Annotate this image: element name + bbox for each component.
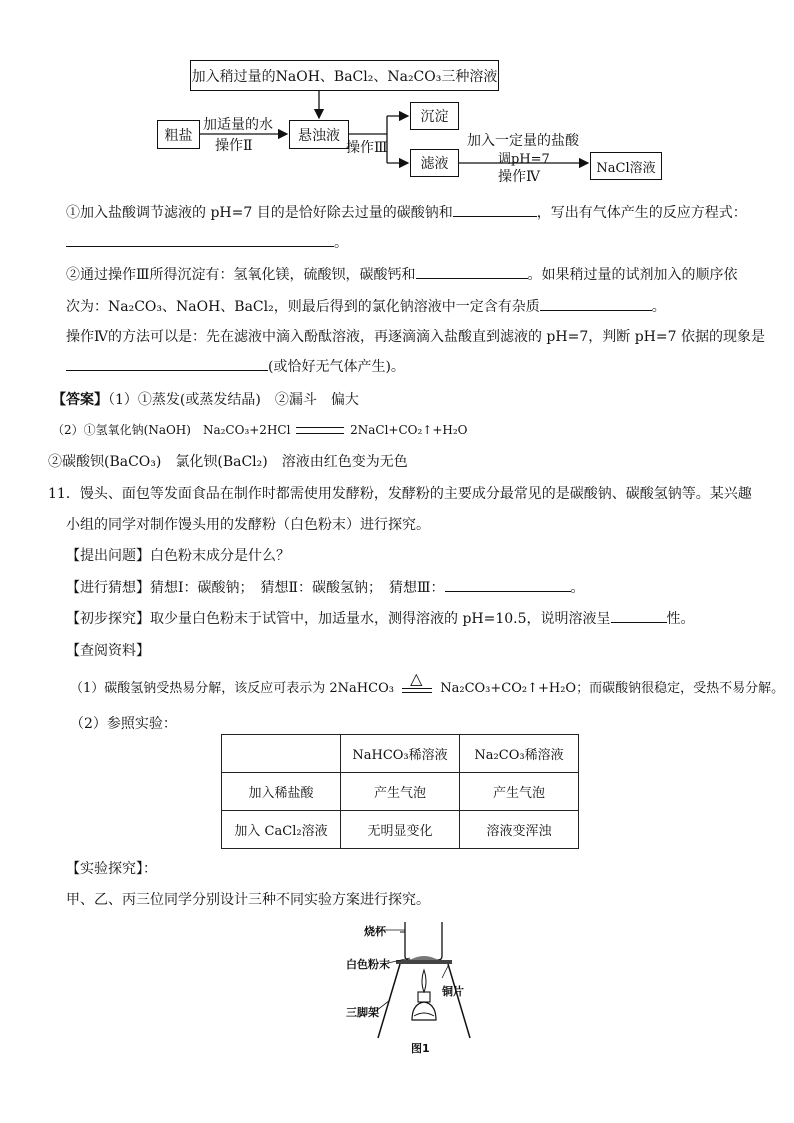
table-cell: 产生气泡 <box>341 773 460 811</box>
suspension-box: 悬浊液 <box>289 120 349 149</box>
q11-ref1: （1）碳酸氢钠受热易分解，该反应可表示为 2NaHCO₃ △ Na₂CO₃+CO₂↑+H₂O；而碳酸钠很稳定，受热不易分解。 <box>70 669 785 696</box>
question-3-line2: (或恰好无气体产生)。 <box>66 356 405 376</box>
q11-question: 【提出问题】白色粉末成分是什么？ <box>66 548 290 564</box>
answer-label: 【答案】 <box>52 392 108 408</box>
beaker-label: 烧杯 <box>364 925 386 938</box>
q11-exp-desc: 甲、乙、丙三位同学分别设计三种不同实验方案进行探究。 <box>66 892 430 908</box>
table-cell: 产生气泡 <box>460 773 579 811</box>
answer-line3: ②碳酸钡(BaCO₃) 氯化钡(BaCl₂) 溶液由红色变为无色 <box>48 454 408 470</box>
table-header-cell: NaHCO₃稀溶液 <box>341 735 460 773</box>
question-2: ②通过操作Ⅲ所得沉淀有：氢氧化镁，硫酸钡，碳酸钙和 。如果稍过量的试剂加入的顺序依 <box>66 264 738 284</box>
figure-caption: 图1 <box>411 1042 430 1055</box>
table-row <box>222 773 579 811</box>
table-cell: 加入稀盐酸 <box>222 773 341 811</box>
question-2-line2: 次为：Na₂CO₃、NaOH、BaCl₂，则最后得到的氯化钠溶液中一定含有杂质 。 <box>66 296 666 316</box>
answer-line2: （2）①氢氧化钠(NaOH) Na₂CO₃+2HCl 2NaCl+CO₂↑+H₂O <box>52 423 468 437</box>
ph-label: 调pH=7 <box>498 152 550 167</box>
powder-label: 白色粉末 <box>346 958 390 971</box>
crude-salt-box: 粗盐 <box>157 120 200 149</box>
tripod-label: 三脚架 <box>346 1006 379 1019</box>
table-cell: 无明显变化 <box>341 811 460 849</box>
q11-explore: 【初步探究】取少量白色粉末于试管中，加适量水，测得溶液的 pH=10.5，说明溶液呈 性。 <box>66 608 695 628</box>
filtrate-box: 滤液 <box>410 149 459 177</box>
equals-sign <box>296 427 344 434</box>
water-label: 加适量的水 <box>203 117 273 133</box>
table-header-row <box>222 735 579 773</box>
q11-ref2: （2）参照实验： <box>70 716 177 732</box>
table-cell: 加入 CaCl₂溶液 <box>222 811 341 849</box>
op4-label: 操作Ⅳ <box>498 169 540 185</box>
table-cell: 溶液变浑浊 <box>460 811 579 849</box>
q11-ref-title: 【查阅资料】 <box>66 643 150 659</box>
reagent-box: 加入稍过量的NaOH、BaCl₂、Na₂CO₃三种溶液 <box>190 60 499 91</box>
nacl-box: NaCl溶液 <box>590 152 662 180</box>
q11-intro-line1: 11．馒头、面包等发面食品在制作时都需使用发酵粉，发酵粉的主要成分最常见的是碳酸钠、碳酸氢钠等。某兴趣 <box>48 486 752 502</box>
answer-line1: 【答案】（1）①蒸发(或蒸发结晶) ②漏斗 偏大 <box>52 392 359 408</box>
q11-guess: 【进行猜想】猜想Ⅰ：碳酸钠； 猜想Ⅱ：碳酸氢钠； 猜想Ⅲ： 。 <box>66 577 585 597</box>
acid-label: 加入一定量的盐酸 <box>467 133 579 149</box>
copper-label: 铜片 <box>442 985 464 998</box>
flow-arrows <box>0 0 794 200</box>
reference-table <box>221 734 579 849</box>
table-header-cell <box>222 735 341 773</box>
op2-label: 操作Ⅱ <box>215 138 253 154</box>
table-row <box>222 811 579 849</box>
question-3: 操作Ⅳ的方法可以是：先在滤液中滴入酚酞溶液，再逐滴滴入盐酸直到滤液的 pH=7，判断 pH=7 依据的现象是 <box>66 329 765 345</box>
q11-intro-line2: 小组的同学对制作馒头用的发酵粉（白色粉末）进行探究。 <box>66 517 430 533</box>
table-header-cell: Na₂CO₃稀溶液 <box>460 735 579 773</box>
question-1-line2: 。 <box>66 232 348 252</box>
op3-label: 操作Ⅲ <box>346 140 388 156</box>
apparatus-figure <box>330 918 490 1058</box>
q11-exp-title: 【实验探究】： <box>66 861 157 877</box>
heat-condition: △ <box>402 678 432 694</box>
question-1: ①加入盐酸调节滤液的 pH=7 目的是恰好除去过量的碳酸钠和 ，写出有气体产生的反应方程式： <box>66 202 747 222</box>
precipitate-box: 沉淀 <box>410 102 459 130</box>
